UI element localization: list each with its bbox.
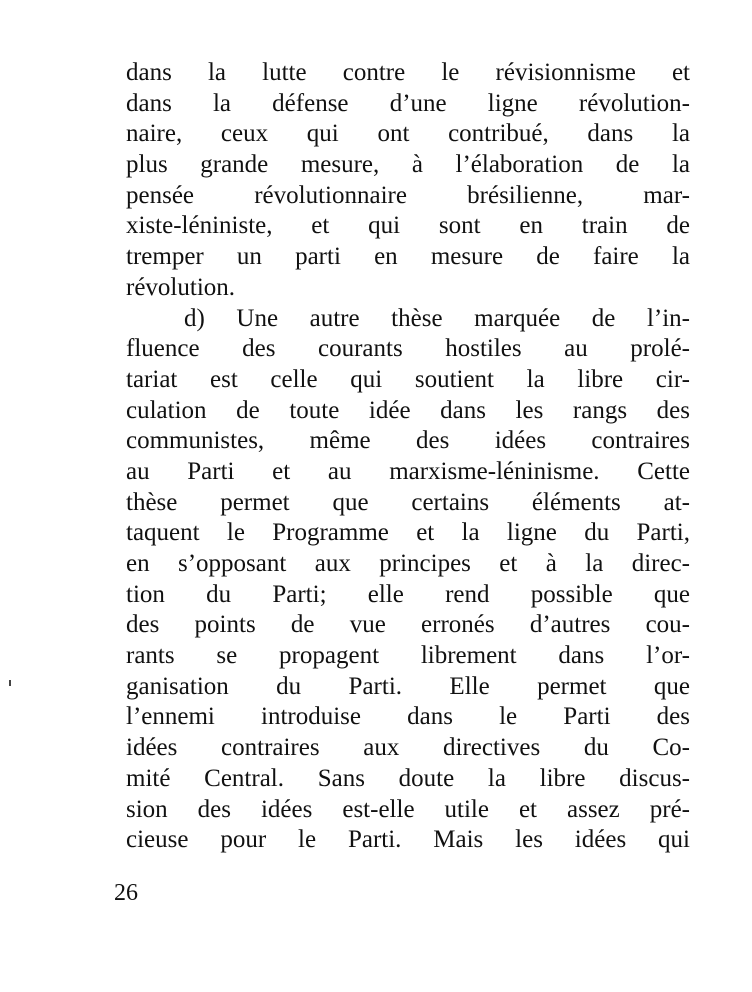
text-line: au Parti et au marxisme-léninisme. Cette [126, 457, 690, 485]
text-line: d) Une autre thèse marquée de l’in- [184, 304, 690, 332]
text-line: révolution. [126, 273, 236, 301]
text-line: sion des idées est-elle utile et assez pré- [126, 795, 690, 823]
page-body [126, 58, 690, 856]
text-line: cieuse pour le Parti. Mais les idées qui [126, 826, 690, 854]
text-line: tion du Parti; elle rend possible que [126, 580, 690, 608]
paragraph-1 [126, 58, 690, 304]
text-line: culation de toute idée dans les rangs des [126, 396, 690, 424]
text-line: taquent le Programme et la ligne du Parti, [126, 519, 690, 547]
text-line: en s’opposant aux principes et à la direc- [126, 550, 690, 577]
text-line: des points de vue erronés d’autres cou- [126, 611, 690, 639]
text-line: dans la défense d’une ligne révolution- [126, 89, 690, 117]
text-line: ganisation du Parti. Elle permet que [126, 672, 690, 700]
text-line: dans la lutte contre le révisionnisme et [126, 59, 690, 86]
text-line: tariat est celle qui soutient la libre cir- [126, 365, 690, 393]
text-line: xiste-léniniste, et qui sont en train de [126, 212, 690, 240]
page-number: 26 [114, 880, 138, 906]
text-line: tremper un parti en mesure de faire la [126, 243, 690, 271]
text-line: thèse permet que certains éléments at- [126, 488, 690, 516]
text-line: naire, ceux qui ont contribué, dans la [126, 120, 690, 148]
text-line: idées contraires aux directives du Co- [126, 734, 690, 762]
scan-speck [9, 680, 11, 686]
text-line: fluence des courants hostiles au prolé- [126, 335, 690, 363]
text-line: pensée révolutionnaire brésilienne, mar- [126, 181, 690, 209]
text-line: plus grande mesure, à l’élaboration de la [126, 151, 690, 179]
paragraph-2 [126, 304, 690, 856]
text-line: mité Central. Sans doute la libre discus- [126, 764, 690, 792]
text-line: communistes, même des idées contraires [126, 427, 690, 455]
text-line: rants se propagent librement dans l’or- [126, 642, 690, 670]
text-line: l’ennemi introduise dans le Parti des [126, 703, 690, 731]
